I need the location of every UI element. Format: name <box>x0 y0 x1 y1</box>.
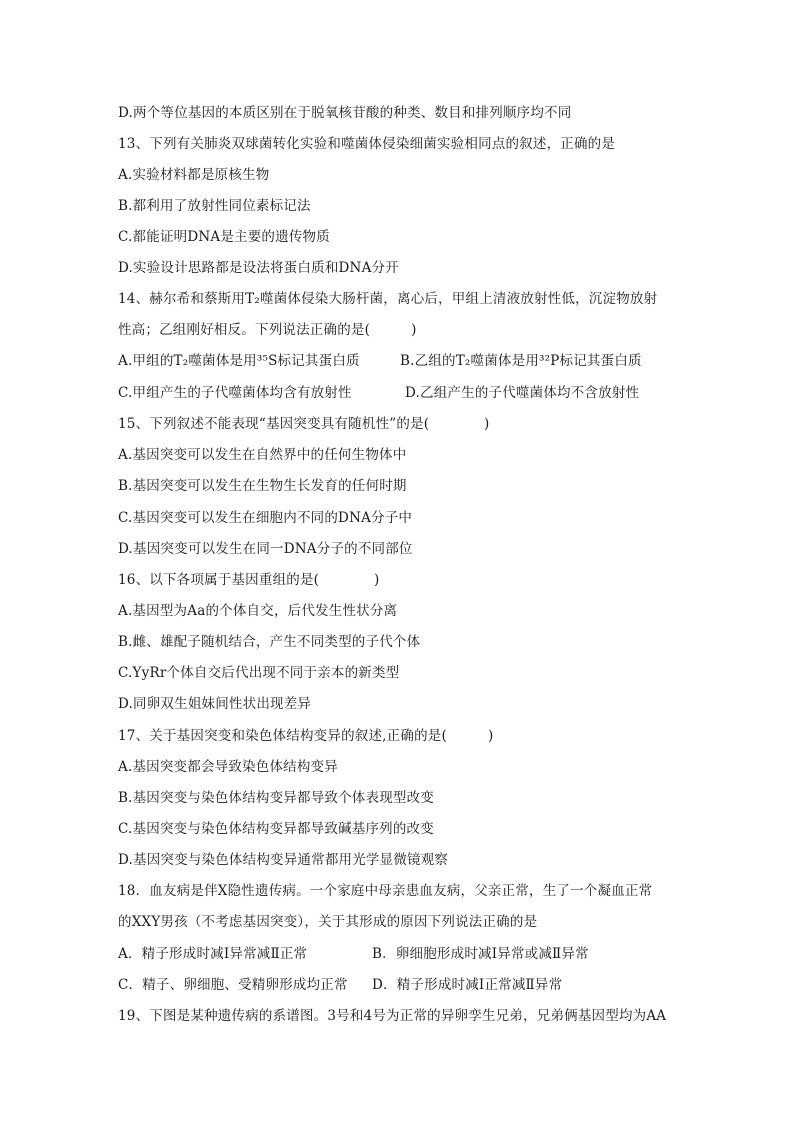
q15-option-c: C.基因突变可以发生在细胞内不同的DNA分子中 <box>118 510 413 526</box>
q12-option-d: D.两个等位基因的本质区别在于脱氧核苷酸的种类、数目和排列顺序均不同 <box>118 105 572 121</box>
q16-option-a: A.基因型为Aa的个体自交，后代发生性状分离 <box>118 603 398 619</box>
q17-option-c: C.基因突变与染色体结构变异都导致碱基序列的改变 <box>118 821 434 837</box>
q14-stem-line1: 14、赫尔希和蔡斯用T₂噬菌体侵染大肠杆菌，离心后，甲组上清液放射性低，沉淀物放射 <box>118 291 658 307</box>
q19-stem: 19、下图是某种遗传病的系谱图。3号和4号为正常的异卵孪生兄弟，兄弟俩基因型均为AA <box>118 1008 667 1024</box>
q13-option-d: D.实验设计思路都是设法将蛋白质和DNA分开 <box>118 260 399 276</box>
q18-option-c: C．精子、卵细胞、受精卵形成均正常 <box>118 977 348 993</box>
q16-option-c: C.YyRr个体自交后代出现不同于亲本的新类型 <box>118 665 400 681</box>
q16-stem: 16、以下各项属于基因重组的是( ) <box>118 572 380 588</box>
q13-option-c: C.都能证明DNA是主要的遗传物质 <box>118 229 330 245</box>
q15-option-b: B.基因突变可以发生在生物生长发育的任何时期 <box>118 478 407 494</box>
q17-option-b: B.基因突变与染色体结构变异都导致个体表现型改变 <box>118 790 435 806</box>
q15-stem: 15、下列叙述不能表现“基因突变具有随机性”的是( ) <box>118 416 490 432</box>
q16-option-d: D.同卵双生姐妹间性状出现差异 <box>118 696 312 712</box>
q15-option-d: D.基因突变可以发生在同一DNA分子的不同部位 <box>118 541 413 557</box>
q17-option-a: A.基因突变都会导致染色体结构变异 <box>118 759 338 775</box>
q14-option-d: D.乙组产生的子代噬菌体均不含放射性 <box>405 385 640 401</box>
q13-option-b: B.都利用了放射性同位素标记法 <box>118 198 311 214</box>
q18-stem-line2: 的XXY男孩（不考虑基因突变），关于其形成的原因下列说法正确的是 <box>118 914 538 930</box>
q18-option-d: D．精子形成时减Ⅰ正常减Ⅱ异常 <box>372 977 563 993</box>
q18-stem-line1: 18．血友病是伴X隐性遗传病。一个家庭中母亲患血友病，父亲正常，生了一个凝血正常 <box>118 883 653 899</box>
q17-option-d: D.基因突变与染色体结构变异通常都用光学显微镜观察 <box>118 852 449 868</box>
q14-option-b: B.乙组的T₂噬菌体是用³²P标记其蛋白质 <box>400 353 642 369</box>
q18-option-a: A．精子形成时减Ⅰ异常减Ⅱ正常 <box>118 946 308 962</box>
q17-stem: 17、关于基因突变和染色体结构变异的叙述,正确的是( ) <box>118 728 494 744</box>
q13-option-a: A.实验材料都是原核生物 <box>118 167 270 183</box>
q14-option-a: A.甲组的T₂噬菌体是用³⁵S标记其蛋白质 <box>118 353 360 369</box>
q14-option-c: C.甲组产生的子代噬菌体均含有放射性 <box>118 385 352 401</box>
q16-option-b: B.雌、雄配子随机结合，产生不同类型的子代个体 <box>118 634 421 650</box>
q18-option-b: B．卵细胞形成时减Ⅰ异常或减Ⅱ异常 <box>372 946 589 962</box>
q15-option-a: A.基因突变可以发生在自然界中的任何生物体中 <box>118 447 407 463</box>
q14-stem-line2: 性高；乙组刚好相反。下列说法正确的是( ) <box>118 322 417 338</box>
q13-stem: 13、下列有关肺炎双球菌转化实验和噬菌体侵染细菌实验相同点的叙述，正确的是 <box>118 136 616 152</box>
